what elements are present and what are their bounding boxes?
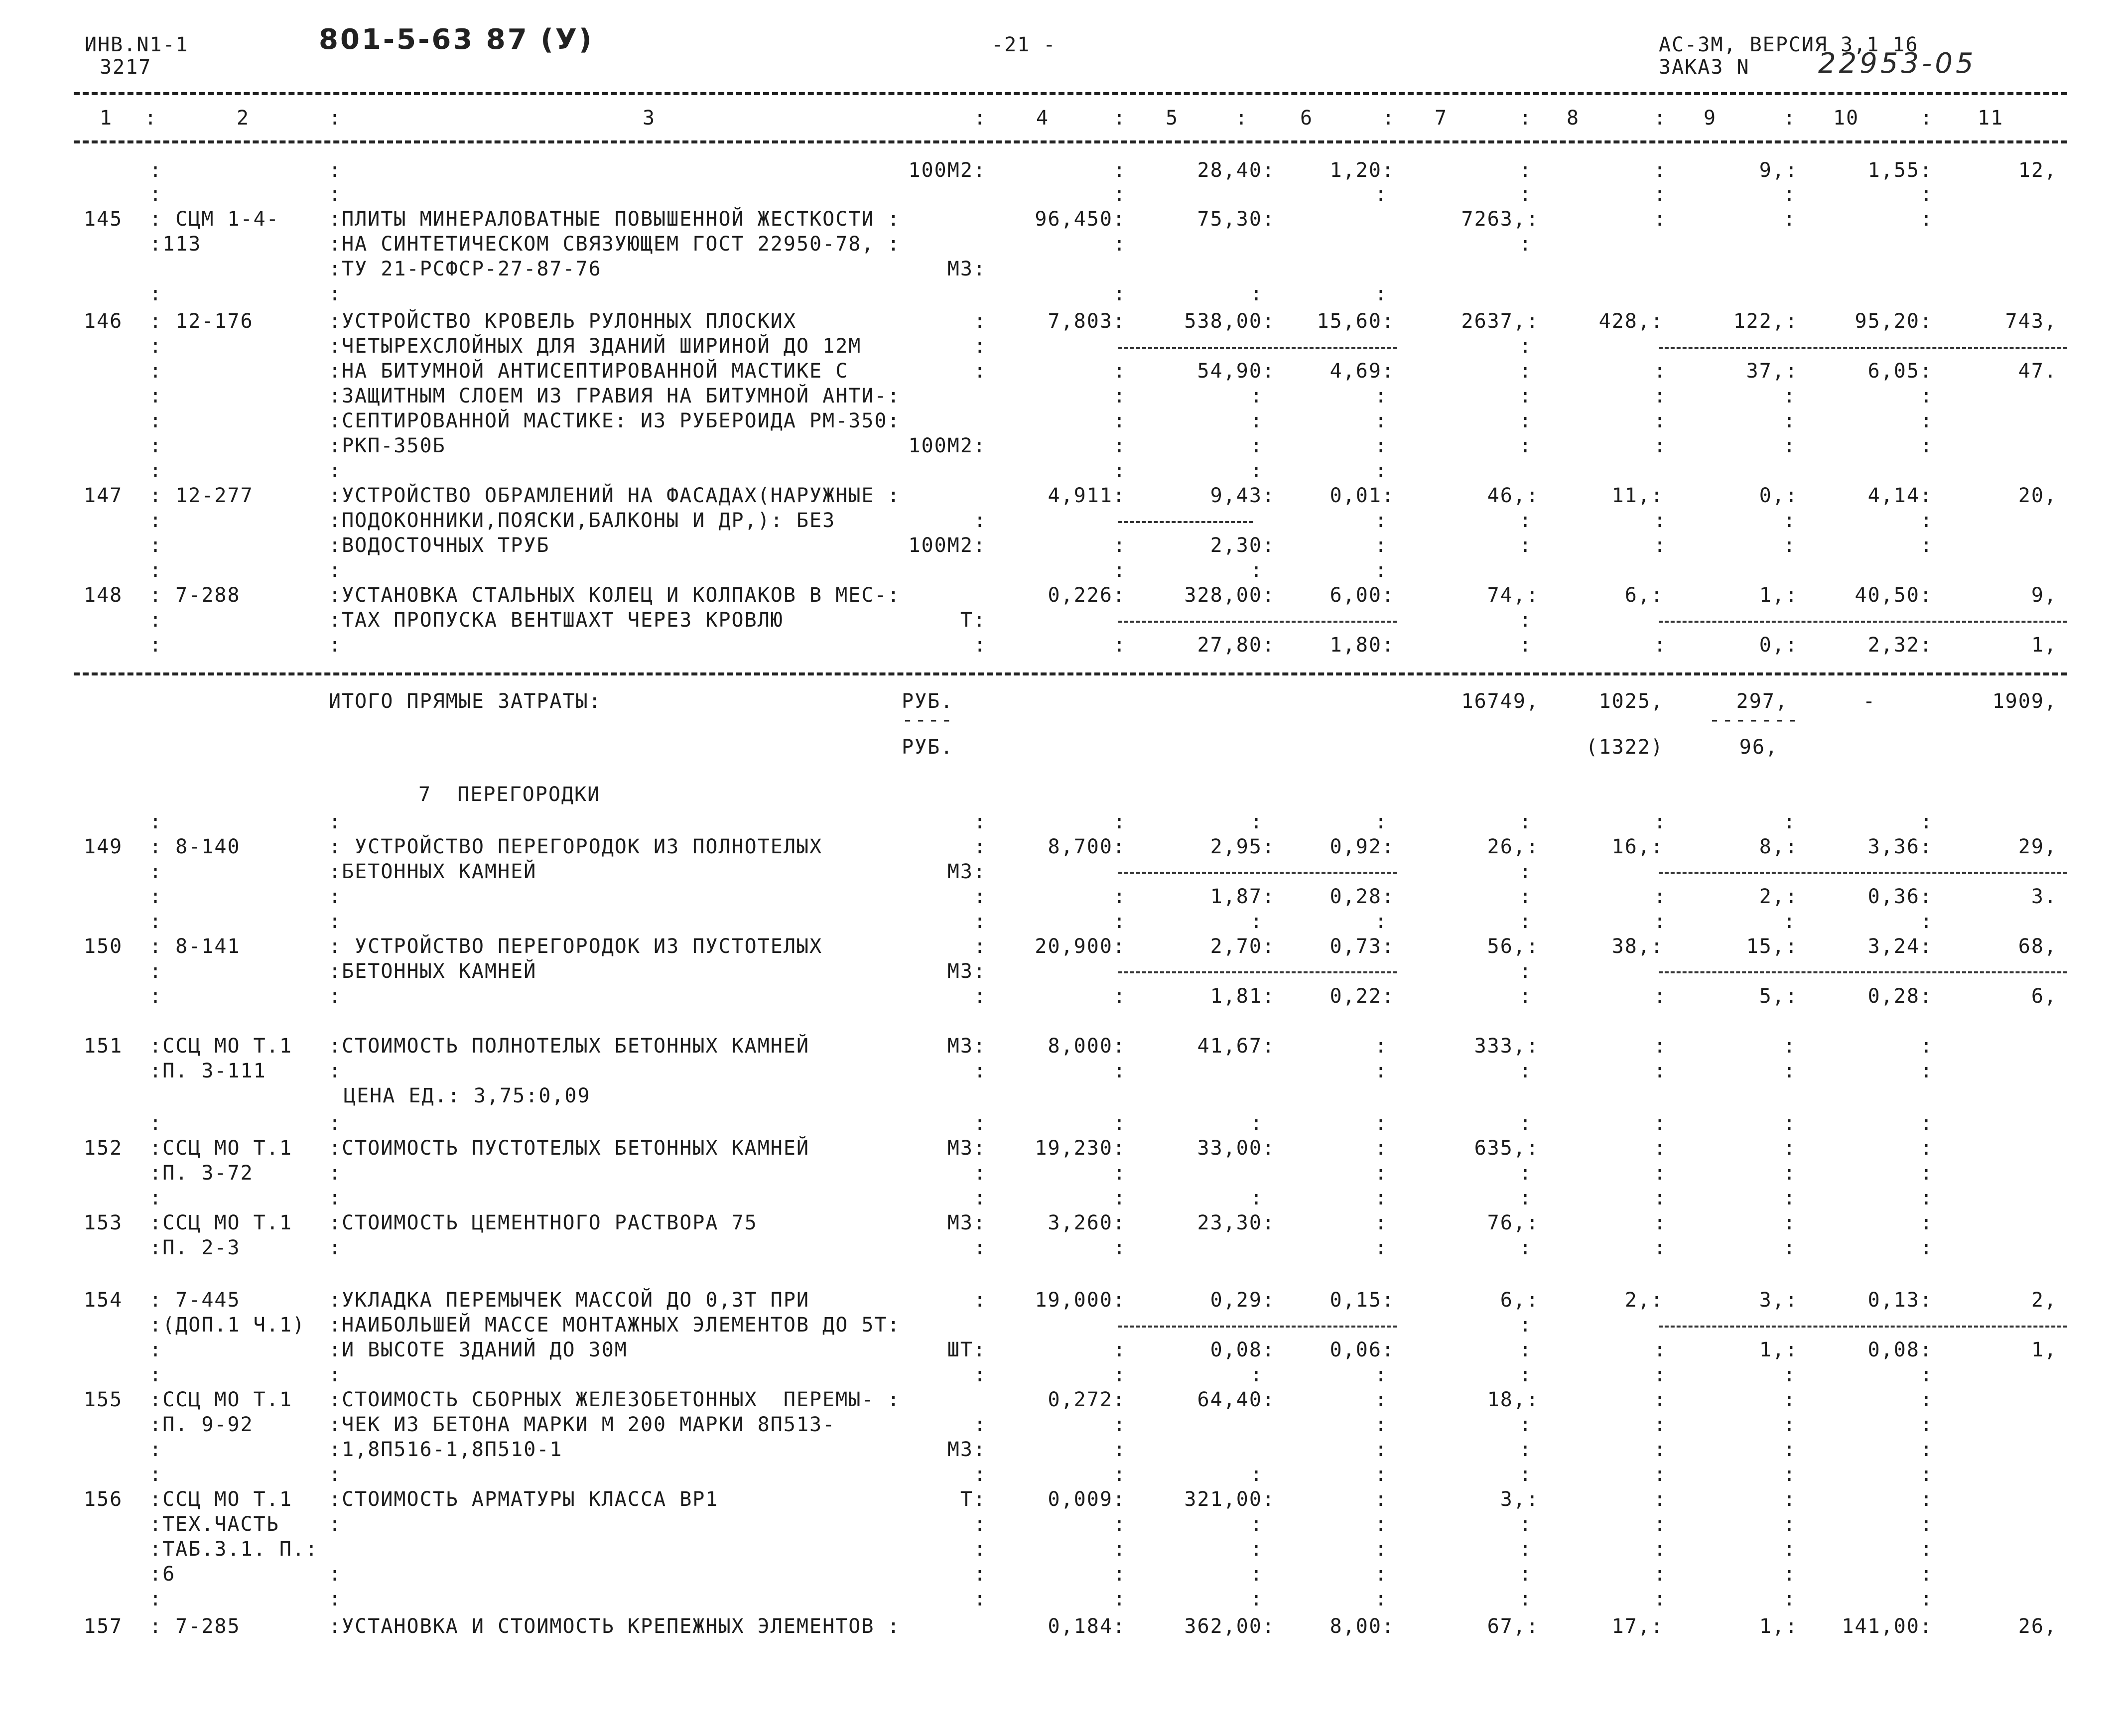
unit-cell: М3: <box>947 860 986 883</box>
divider <box>1659 621 2067 623</box>
divider <box>1118 521 1253 523</box>
unit-cell: Т: <box>960 609 986 632</box>
row-number: 153 <box>84 1211 123 1234</box>
work-description: :УСТРОЙСТВО ОБРАМЛЕНИЙ НА ФАСАДАХ(НАРУЖНЫЕ : <box>329 484 901 507</box>
unit-cell: ШТ: <box>947 1338 986 1361</box>
col-header-3: 3 <box>643 107 656 130</box>
col-header-5: 5 <box>1166 107 1179 130</box>
row-number: 152 <box>84 1137 123 1160</box>
work-description: : УСТРОЙСТВО ПЕРЕГОРОДОК ИЗ ПУСТОТЕЛЫХ <box>329 935 823 958</box>
work-description: :СТОИМОСТЬ ПУСТОТЕЛЫХ БЕТОННЫХ КАМНЕЙ <box>329 1137 810 1160</box>
row-number: 149 <box>84 835 123 858</box>
norm-code: : 7-288 <box>149 584 241 607</box>
divider <box>1659 1326 2067 1328</box>
row-number: 151 <box>84 1035 123 1058</box>
col-header-6: 6 <box>1300 107 1314 130</box>
col-header-9: 9 <box>1704 107 1717 130</box>
norm-code: :ССЦ МО Т.1 <box>149 1488 292 1511</box>
divider <box>1118 621 1397 623</box>
norm-code: : СЦМ 1-4- <box>149 208 279 231</box>
divider <box>1118 347 1397 349</box>
work-description: :СТОИМОСТЬ АРМАТУРЫ КЛАССА ВР1 <box>329 1488 719 1511</box>
work-description: : УСТРОЙСТВО ПЕРЕГОРОДОК ИЗ ПОЛНОТЕЛЫХ <box>329 835 823 858</box>
unit-cell: 100М2: <box>908 159 986 182</box>
section-title: 7 ПЕРЕГОРОДКИ <box>418 783 601 806</box>
order-label: ЗАКАЗ N <box>1659 56 1750 79</box>
row-number: 147 <box>84 484 123 507</box>
norm-code: : 12-277 <box>149 484 254 507</box>
row-number: 146 <box>84 310 123 333</box>
col-header-4: 4 <box>1036 107 1050 130</box>
work-description: :УСТРОЙСТВО КРОВЕЛЬ РУЛОННЫХ ПЛОСКИХ <box>329 310 796 333</box>
work-description: :УКЛАДКА ПЕРЕМЫЧЕК МАССОЙ ДО 0,3Т ПРИ <box>329 1289 810 1312</box>
norm-code: : 7-285 <box>149 1615 241 1638</box>
norm-code: :ССЦ МО Т.1 <box>149 1211 292 1234</box>
unit-cell: М3: <box>947 1211 986 1234</box>
work-description: :СТОИМОСТЬ СБОРНЫХ ЖЕЛЕЗОБЕТОННЫХ ПЕРЕМЫ- : <box>329 1388 901 1411</box>
work-description: :СТОИМОСТЬ ПОЛНОТЕЛЫХ БЕТОННЫХ КАМНЕЙ <box>329 1035 810 1058</box>
unit-cell: 100М2: <box>908 534 986 557</box>
col-header-7: 7 <box>1435 107 1448 130</box>
unit-cell: М3: <box>947 1438 986 1461</box>
divider <box>1659 347 2067 349</box>
divider <box>1659 872 2067 874</box>
divider <box>1118 872 1397 874</box>
unit-price-note: ЦЕНА ЕД.: 3,75:0,09 <box>344 1084 591 1107</box>
col-header-2: 2 <box>237 107 250 130</box>
row-number: 150 <box>84 935 123 958</box>
row-number: 154 <box>84 1289 123 1312</box>
norm-code: :ССЦ МО Т.1 <box>149 1137 292 1160</box>
row-number: 156 <box>84 1488 123 1511</box>
work-description: :ПЛИТЫ МИНЕРАЛОВАТНЫЕ ПОВЫШЕННОЙ ЖЕСТКОСТИ : <box>329 208 901 231</box>
norm-code: : 7-445 <box>149 1289 241 1312</box>
unit-cell: М3: <box>947 1035 986 1058</box>
row-number: 145 <box>84 208 123 231</box>
program-version: АС-3М, ВЕРСИЯ 3,1 16 <box>1659 33 1919 56</box>
norm-code: : 8-141 <box>149 935 241 958</box>
total-label: ИТОГО ПРЯМЫЕ ЗАТРАТЫ: <box>329 690 602 713</box>
unit-cell: М3: <box>947 258 986 280</box>
row-number: 157 <box>84 1615 123 1638</box>
divider <box>1118 971 1397 973</box>
row-number: 155 <box>84 1388 123 1411</box>
norm-code: :ССЦ МО Т.1 <box>149 1388 292 1411</box>
work-description: :УСТАНОВКА И СТОИМОСТЬ КРЕПЕЖНЫХ ЭЛЕМЕНТОВ : <box>329 1615 901 1638</box>
norm-code: : 8-140 <box>149 835 241 858</box>
divider <box>1659 971 2067 973</box>
header-rule-bottom <box>74 140 2067 143</box>
unit-cell: М3: <box>947 960 986 983</box>
col-header-11: 11 <box>1978 107 2004 130</box>
work-description: :СТОИМОСТЬ ЦЕМЕНТНОГО РАСТВОРА 75 <box>329 1211 758 1234</box>
unit-cell: М3: <box>947 1137 986 1160</box>
norm-code: : 12-176 <box>149 310 254 333</box>
inventory-number: ИНВ.N1-1 <box>85 33 189 56</box>
row-number: 148 <box>84 584 123 607</box>
norm-code: :ССЦ МО Т.1 <box>149 1035 292 1058</box>
divider <box>1118 1326 1397 1328</box>
page-number: -21 - <box>991 33 1057 56</box>
document-code: 801-5-63 87 (У) <box>319 23 594 56</box>
total-rule <box>74 672 2067 675</box>
work-description: :УСТАНОВКА СТАЛЬНЫХ КОЛЕЦ И КОЛПАКОВ В МЕС-: <box>329 584 901 607</box>
unit-cell: 100М2: <box>908 434 986 457</box>
col-header-8: 8 <box>1567 107 1580 130</box>
col-header-1: 1 <box>100 107 113 130</box>
unit-cell: Т: <box>960 1488 986 1511</box>
header-rule-top <box>74 92 2067 95</box>
col-header-10: 10 <box>1833 107 1859 130</box>
inventory-subnumber: 3217 <box>100 56 152 79</box>
estimate-sheet: ИНВ.N1-1 3217 801-5-63 87 (У) -21 - АС-3М, ВЕРСИЯ 3,1 16 ЗАКАЗ N 22953-05 1 : 2 : 3 : 4 : 5 : 6 : 7 : 8 : 9 : 10 : 11 : : 100М2: : 28,40: 1,20: : : 9,: 1,55: 12, : : : : : : : : 145 : СЦМ 1-4- :113 :ПЛИТЫ МИНЕРАЛОВАТНЫЕ ПОВЫШЕННОЙ ЖЕСТКОСТИ : :НА СИНТЕТИЧЕСКОМ СВЯЗУЮЩЕМ ГОСТ 22950-78, : :ТУ 21-РСФСР-27-87-76 М3: 96,450: 75,30: 7263,: : : : : : : : : : : 146 : 12-176 :УСТРОЙСТВО КРОВЕЛЬ РУЛОННЫХ ПЛОСКИХ : :ЧЕТЫРЕХСЛОЙНЫХ ДЛЯ ЗДАНИЙ ШИРИНОЙ ДО 12М : :НА БИТУМНОЙ АНТИСЕПТИРОВАННОЙ МАСТИКЕ С : :ЗАЩИТНЫМ СЛОЕМ ИЗ ГРАВИЯ НА БИТУМНОЙ АНТИ-: :СЕПТИРОВАННОЙ МАСТИКЕ: ИЗ РУБЕРОИДА РМ-350: :РКП-350Б 100М2: 7,803: 538,00: 15,60: 2637,: 428,: 122,: 95,20: 743, 54,90: 4,69: 37,: 6,05: 47. : : : : : : : : : : : : : : : : : : : : : : : : : : : : : : : : : : : 147 : 12-277 :УСТРОЙСТВО ОБРАМЛЕНИЙ НА ФАСАДАХ(НАРУЖНЫЕ : :ПОДОКОННИКИ,ПОЯСКИ,БАЛКОНЫ И ДР,): БЕЗ : :ВОДОСТОЧНЫХ ТРУБ 100М2: 4,911: 9,43: 0,01: 46,: 11,: 0,: 4,14: 20, 2,30: : : : : : : : : : : : : : : : : : : 148 : 7-288 :УСТАНОВКА СТАЛЬНЫХ КОЛЕЦ И КОЛПАКОВ В МЕС-: :ТАХ ПРОПУСКА ВЕНТШАХТ ЧЕРЕЗ КРОВЛЮ Т: 0,226: 328,00: 6,00: 74,: 6,: 1,: 40,50: 9, 27,80: 1,80: 0,: 2,32: 1, : : : : : : : : ИТОГО ПРЯМЫЕ ЗАТРАТЫ: РУБ. ---- РУБ. 16749, 1025, 297, ------- - 1909, (1322) 96, 7 ПЕРЕГОРОДКИ : : : : : : : : : : 149 : 8-140 : УСТРОЙСТВО ПЕРЕГОРОДОК ИЗ ПОЛНОТЕЛЫХ : :БЕТОННЫХ КАМНЕЙ М3: 8,700: 2,95: 0,92: 26,: 16,: 8,: 3,36: 29, 1,87: 0,28: 2,: 0,36: 3. : : : : : : : : : : : : : : : : : : 150 : 8-141 : УСТРОЙСТВО ПЕРЕГОРОДОК ИЗ ПУСТОТЕЛЫХ : :БЕТОННЫХ КАМНЕЙ М3: 20,900: 2,70: 0,73: 56,: 38,: 15,: 3,24: 68, 1,81: 0,22: 5,: 0,28: 6, : : : : : : : : 151 :ССЦ МО Т.1 :П. 3-111 :СТОИМОСТЬ ПОЛНОТЕЛЫХ БЕТОННЫХ КАМНЕЙ М3: 8,000: 41,67: 333,: ЦЕНА ЕД.: 3,75:0,09 : : : : : : : : : : : : : : : : : : : : : : 152 :ССЦ МО Т.1 :П. 3-72 :СТОИМОСТЬ ПУСТОТЕЛЫХ БЕТОННЫХ КАМНЕЙ М3: 19,230: 33,00: 635,: : : : : : : : : : : : : : : : : : : : : : : 153 :ССЦ МО Т.1 :П. 2-3 :СТОИМОСТЬ ЦЕМЕНТНОГО РАСТВОРА 75 М3: 3,260: 23,30: 76,: : : : : : : : : : : : : 154 : 7-445 :(ДОП.1 Ч.1) :УКЛАДКА ПЕРЕМЫЧЕК МАССОЙ ДО 0,3Т ПРИ : :НАИБОЛЬШЕЙ МАССЕ МОНТАЖНЫХ ЭЛЕМЕНТОВ ДО 5Т: :И ВЫСОТЕ ЗДАНИЙ ДО 30М ШТ: 19,000: 0,29: 0,15: 6,: 2,: 3,: 0,13: 2, 0,08: 0,06: 1,: 0,08: 1, : : : : : : : : : : : : : : : 155 :ССЦ МО Т.1 :П. 9-92 :СТОИМОСТЬ СБОРНЫХ ЖЕЛЕЗОБЕТОННЫХ ПЕРЕМЫ- : :ЧЕК ИЗ БЕТОНА МАРКИ М 200 МАРКИ 8П513- : :1,8П516-1,8П510-1 М3: 0,272: 64,40: 18,: : : : : : : : : : : : : : : : : : : : : : : : : : : : 156 :ССЦ МО Т.1 :ТЕХ.ЧАСТЬ :ТАБ.3.1. П.: :6 :СТОИМОСТЬ АРМАТУРЫ КЛАССА ВР1 Т: 0,009: 321,00: 3,: : : : : : : : : : : : : : : : : : : : : : : : : : : : : : : : : : : : : : : : : 157 : 7-285 :УСТАНОВКА И СТОИМОСТЬ КРЕПЕЖНЫХ ЭЛЕМЕНТОВ : 0,184: 362,00: 8,00: 67,: 17,: 1,: 141,00: 26, <box>0 0 2118 1736</box>
order-number: 22953-05 <box>1818 47 1977 80</box>
